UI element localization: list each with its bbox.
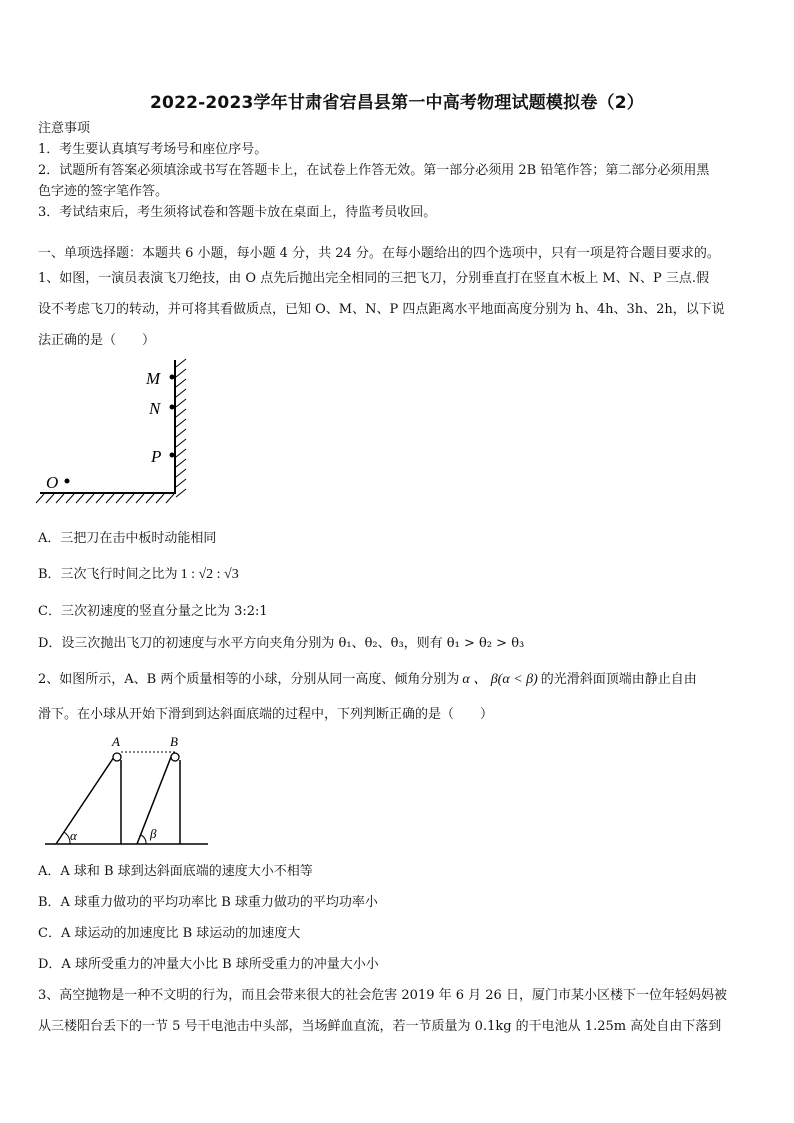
q3-stem-line-2: 从三楼阳台丢下的一节 5 号干电池击中头部，当场鲜血直流，若一节质量为 0.1kg 的干电池从 1.25m 高处自由下落到 (38, 1019, 722, 1034)
q1-option-b (38, 567, 239, 583)
q1-stem-line-3: 法正确的是（ ） (38, 333, 156, 348)
section-heading: 一、单项选择题：本题共 6 小题，每小题 4 分，共 24 分。在每小题给出的四个选项中，只有一项是符合题目要求的。 (38, 246, 720, 261)
q1-knife-figure (30, 355, 200, 505)
notice-item-3: 3．考试结束后，考生须将试卷和答题卡放在桌面上，待监考员收回。 (38, 205, 437, 220)
notice-item-2: 2．试题所有答案必须填涂或书写在答题卡上，在试卷上作答无效。第一部分必须用 2B 铅笔作答；第二部分必须用黑 (38, 163, 710, 178)
q2-option-c: C．A 球运动的加速度比 B 球运动的加速度大 (38, 926, 301, 941)
q2-stem-text-a: 2、如图所示，A、B 两个质量相等的小球，分别从同一高度、倾角分别为 (38, 672, 460, 687)
q1-stem-line-1: 1、如图，一演员表演飞刀绝技，由 O 点先后抛出完全相同的三把飞刀，分别垂直打在竖直木板上 M、N、P 三点.假 (38, 271, 710, 286)
notice-item-2-cont: 色字迹的签字笔作答。 (38, 184, 169, 199)
ball-a (113, 753, 121, 761)
label-n: N (149, 399, 161, 418)
point-o (65, 479, 70, 484)
ball-b (171, 753, 179, 761)
q3-stem-line-1: 3、高空抛物是一种不文明的行为，而且会带来很大的社会危害 2019 年 6 月 26 日，厦门市某小区楼下一位年轻妈妈被 (38, 988, 727, 1003)
q2-option-b: B．A 球重力做功的平均功率比 B 球重力做功的平均功率小 (38, 895, 378, 910)
beta-arc (141, 835, 146, 844)
q1-stem-line-2: 设不考虑飞刀的转动，并可将其看做质点，已知 O、M、N、P 四点距离水平地面高度分别为 h、4h、3h、2h，以下说 (38, 302, 725, 317)
point-m (170, 375, 175, 380)
board-hatching (176, 359, 186, 497)
q1-option-b-ratio: 1 : √2 : √3 (180, 567, 239, 582)
ground-hatching (36, 494, 174, 503)
label-beta: β (150, 826, 157, 841)
label-p: P (151, 447, 162, 466)
point-p (170, 453, 175, 458)
q1-option-c: C．三次初速度的竖直分量之比为 3:2:1 (38, 604, 268, 619)
q2-stem-text-b: 的光滑斜面顶端由静止自由 (540, 672, 697, 687)
label-b: B (170, 734, 178, 749)
q2-incline-figure (40, 732, 215, 850)
label-alpha: α (70, 828, 77, 843)
q2-stem-line-2: 滑下。在小球从开始下滑到到达斜面底端的过程中，下列判断正确的是（ ） (38, 707, 494, 722)
page-title: 2022-2023学年甘肃省宕昌县第一中高考物理试题模拟卷（2） (150, 93, 644, 113)
incline-a (56, 757, 114, 844)
label-o: O (46, 473, 59, 492)
notice-item-1: 1．考生要认真填写考场号和座位序号。 (38, 142, 268, 157)
q1-option-b-text: B．三次飞行时间之比为 (38, 567, 178, 582)
q2-option-a: A．A 球和 B 球到达斜面底端的速度大小不相等 (38, 864, 313, 879)
point-n (170, 405, 175, 410)
label-m: M (146, 369, 161, 388)
notice-heading: 注意事项 (38, 121, 91, 136)
q2-stem-line-1 (38, 672, 697, 688)
q2-option-d: D．A 球所受重力的冲量大小比 B 球所受重力的冲量大小小 (38, 957, 379, 972)
q1-option-a: A．三把刀在击中板时动能相同 (38, 531, 217, 546)
q2-angle-expression: α 、 β(α < β) (462, 672, 538, 687)
label-a: A (112, 734, 120, 749)
q1-option-d: D．设三次抛出飞刀的初速度与水平方向夹角分别为 θ₁、θ₂、θ₃，则有 θ₁ > θ₂ > θ₃ (38, 636, 525, 651)
